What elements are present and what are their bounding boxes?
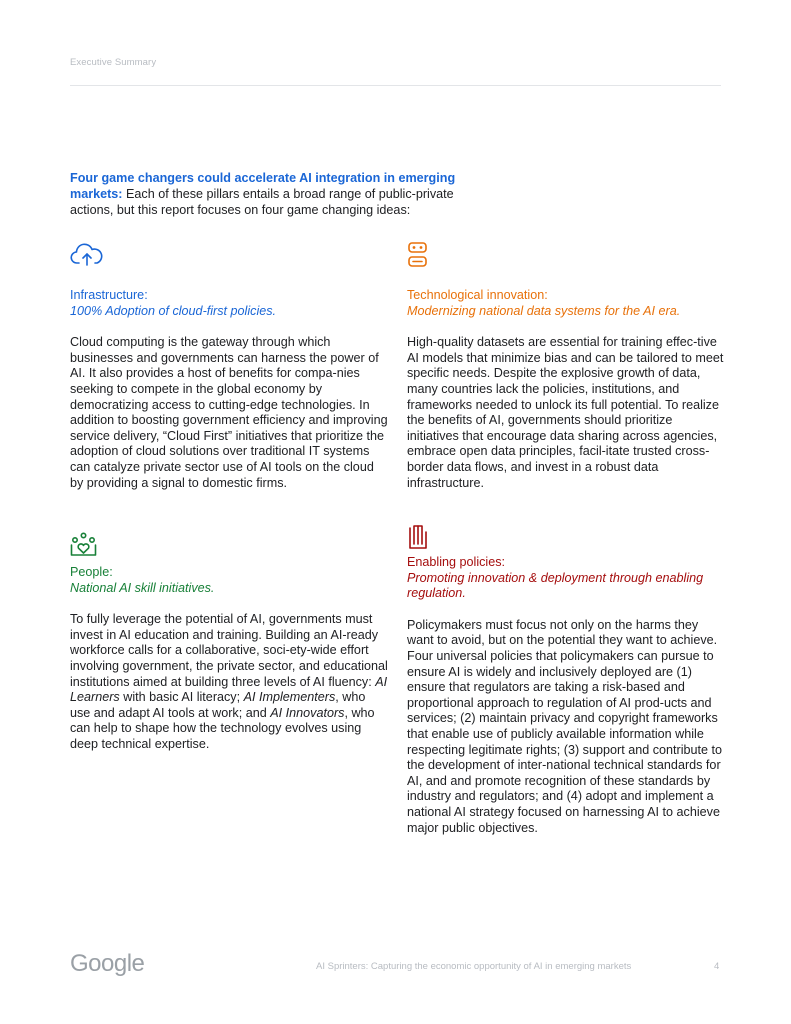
pillar-technological-innovation <box>407 240 725 491</box>
people-title: People: <box>70 565 113 579</box>
people-body-part: , who use and adapt AI tools at work; and <box>70 690 366 720</box>
intro-lead: Four game changers could accelerate AI integration in emerging markets: <box>70 171 456 201</box>
people-body-part: To fully leverage the potential of AI, governments must invest in AI education and training. Building an AI-ready workforce calls for a collaborative, soci-ety-wide effort involving government, the private sector, and educational institutions aimed at building three levels of AI fluency: <box>70 612 388 689</box>
page-number: 4 <box>714 961 720 972</box>
pillar-enabling-policies <box>407 524 725 836</box>
infrastructure-title: Infrastructure: <box>70 288 148 302</box>
cloud-upload-icon <box>70 240 104 268</box>
intro-paragraph <box>70 170 480 218</box>
header-divider <box>70 85 721 86</box>
people-term-innovators: AI Innovators <box>270 705 345 720</box>
people-heart-icon <box>70 532 104 560</box>
people-body-part: , who can help to shape how the technology evolves using deep technical expertise. <box>70 705 375 751</box>
tech-innovation-body: High-quality datasets are essential for training effec-tive AI models that minimize bias and can be tailored to meet specific needs. Despite the explosive growth of data, many countries lack the policies, institutions, and frameworks needed to unlock its full potential. To realize the benefits of AI, governments should prioritize initiatives that encourage data sharing across agencies, embrace open data principles, facil-itate trusted cross-border data flows, and invest in a robust data infrastructure. <box>407 335 724 490</box>
book-icon <box>407 524 441 552</box>
people-term-learners: AI Learners <box>70 674 388 705</box>
infrastructure-subtitle: 100% Adoption of cloud-first policies. <box>70 303 277 318</box>
infrastructure-body: Cloud computing is the gateway through which businesses and governments can harness the power of AI. It also provides a host of benefits for compa-nies seeking to compete in the global economy by democratizing access to cutting-edge technologies. In addition to boosting government efficiency and improving service delivery, “Cloud First” initiatives that prioritize the adoption of cloud solutions over traditional IT systems can catalyze private sector use of AI tools on the cloud by providing a signal to domestic firms. <box>70 335 388 490</box>
people-term-implementers: AI Implementers <box>243 690 336 705</box>
pillar-infrastructure <box>70 240 388 491</box>
footer-report-title: AI Sprinters: Capturing the economic opportunity of AI in emerging markets <box>316 961 632 972</box>
people-body-part: with basic AI literacy; <box>119 690 244 705</box>
enabling-policies-title: Enabling policies: <box>407 555 506 569</box>
pillar-people <box>70 532 388 753</box>
enabling-policies-subtitle: Promoting innovation & deployment through enabling regulation. <box>407 570 704 601</box>
tech-innovation-subtitle: Modernizing national data systems for the AI era. <box>407 303 681 318</box>
enabling-policies-body: Policymakers must focus not only on the harms they want to avoid, but on the potential they want to achieve. Four universal policies that policymakers can pursue to ensure AI is widely and inclusively deployed are (1) ensure that regulators are taking a risk-based and proportional approach to regulation of AI prod-ucts and services; (2) maintain privacy and copyright frameworks that enable use of publicly available information while respecting legitimate rights; (3) support and contribute to the development of inter-national technical standards for AI, and and promote recognition of these standards by industry and regulators; and (4) adopt and implement a national AI strategy focused on harnessing AI to achieve major public objectives. <box>407 617 723 835</box>
people-body <box>70 612 388 752</box>
google-logo: Google <box>70 950 145 977</box>
people-subtitle: National AI skill initiatives. <box>70 580 215 595</box>
running-header: Executive Summary <box>70 57 157 68</box>
database-icon <box>407 240 441 268</box>
intro-text: Each of these pillars entails a broad range of public-private actions, but this report focuses on four game changing ideas: <box>70 187 454 217</box>
tech-innovation-title: Technological innovation: <box>407 288 548 302</box>
